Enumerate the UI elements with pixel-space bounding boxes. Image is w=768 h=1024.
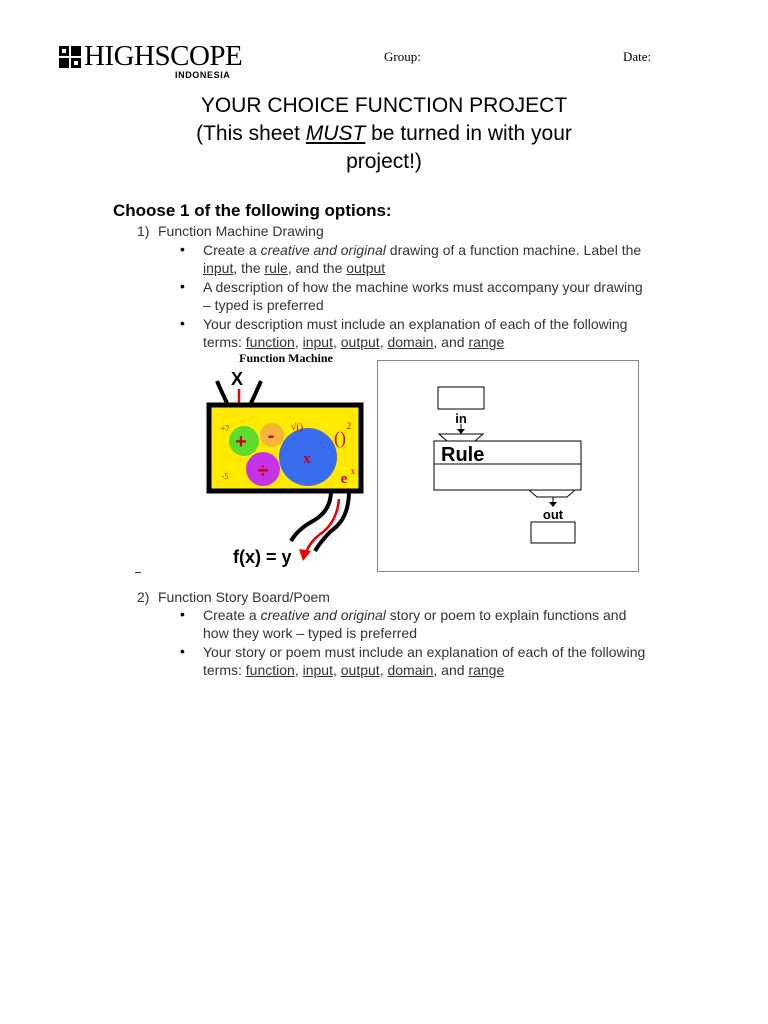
input-box	[438, 387, 484, 409]
option-2: 2) Function Story Board/Poem	[137, 589, 330, 605]
svg-text:√(): √()	[290, 422, 304, 433]
option-1-bullet-2: A description of how the machine works must accompany your drawing – typed is preferred	[203, 279, 643, 313]
page-subtitle-cont: project!)	[346, 150, 422, 173]
fx-equals-y-label: f(x) = y	[233, 547, 292, 567]
svg-text:(): ()	[334, 428, 346, 448]
separator-dash	[135, 572, 141, 573]
group-label: Group:	[384, 49, 421, 64]
page-subtitle: (This sheet MUST be turned in with your	[196, 122, 572, 145]
input-label: in	[455, 411, 467, 426]
svg-text:+: +	[235, 431, 247, 453]
option-1: 1) Function Machine Drawing	[137, 223, 324, 239]
figure-caption: Function Machine	[239, 351, 333, 365]
bullet: •	[180, 315, 185, 331]
option-1-bullet-3: Your description must include an explanation of each of the following terms: function, input, output, domain, and range	[203, 316, 628, 350]
highscope-grid-icon	[59, 46, 81, 68]
svg-text:÷: ÷	[257, 460, 269, 482]
rule-label: Rule	[441, 444, 485, 466]
svg-text:-: -	[267, 425, 275, 447]
section-heading: Choose 1 of the following options:	[113, 201, 392, 220]
logo-subtitle: INDONESIA	[175, 70, 231, 80]
function-machine-schematic	[377, 360, 639, 572]
output-label: out	[542, 507, 564, 522]
svg-text:+7: +7	[220, 424, 230, 433]
function-machine-drawing	[203, 351, 370, 572]
emphasis-must: MUST	[305, 122, 366, 145]
logo-wordmark: HIGHSCOPE	[84, 40, 243, 72]
bullet: •	[180, 606, 185, 622]
option-2-bullet-1: Create a creative and original story or poem to explain functions and how they work – typed is preferred	[203, 607, 627, 641]
output-box	[531, 522, 575, 543]
page-title: YOUR CHOICE FUNCTION PROJECT	[200, 94, 568, 117]
bullet: •	[180, 643, 185, 659]
input-x-label: X	[230, 369, 244, 389]
highscope-logo	[59, 40, 243, 84]
option-2-bullet-2: Your story or poem must include an explanation of each of the following terms: function, input, output, domain, and range	[203, 644, 646, 678]
option-1-bullet-1: Create a creative and original drawing of a function machine. Label the input, the rule, and the output	[203, 242, 642, 276]
svg-text:2: 2	[346, 421, 352, 431]
bullet: •	[180, 241, 185, 257]
svg-text:-5: -5	[221, 472, 229, 481]
svg-text:x: x	[303, 451, 311, 467]
svg-text:e: e	[340, 471, 348, 487]
bullet: •	[180, 278, 185, 294]
date-label: Date:	[623, 49, 652, 64]
svg-text:x: x	[350, 466, 356, 476]
